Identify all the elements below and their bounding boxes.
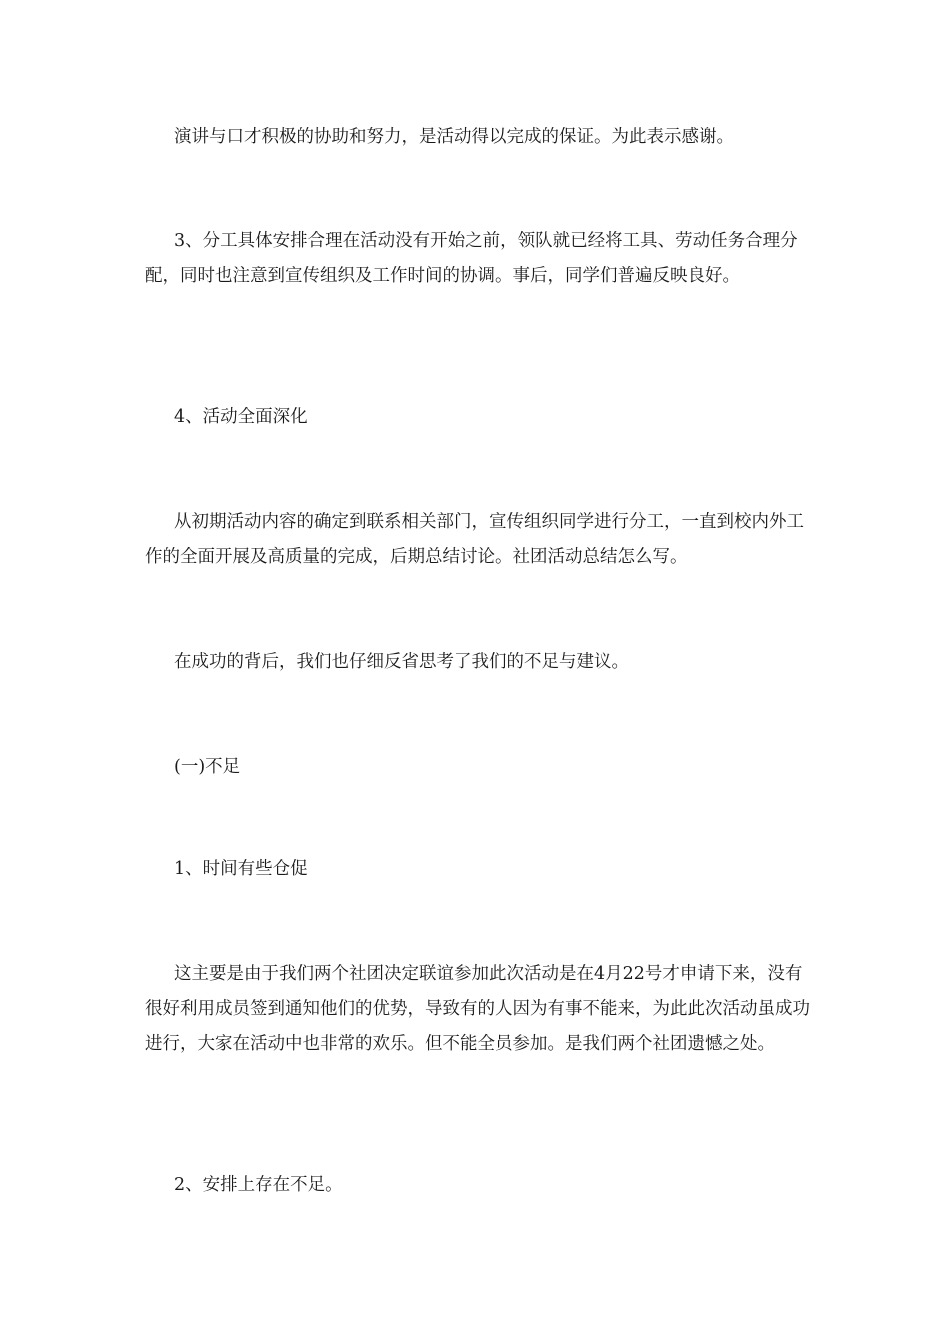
heading-arrangement-issues: 2、安排上存在不足。 [174,1175,343,1195]
paragraph-division-of-labor: 3、分工具体安排合理在活动没有开始之前，领队就已经将工具、劳动任务合理分配，同时也注意到宣传组织及工作时间的协调。事后，同学们普遍反映良好。 [145,231,798,286]
paragraph-activity-process: 从初期活动内容的确定到联系相关部门，宣传组织同学进行分工，一直到校内外工作的全面开展及高质量的完成，后期总结讨论。社团活动总结怎么写。 [145,512,804,567]
paragraph-time-explanation: 这主要是由于我们两个社团决定联谊参加此次活动是在4月22号才申请下来，没有很好利用成员签到通知他们的优势，导致有的人因为有事不能来，为此此次活动虽成功进行，大家在活动中也非常的欢乐。但不能全员参加。是我们两个社团遗憾之处。 [145,964,810,1054]
heading-activity-deepening: 4、活动全面深化 [174,407,308,427]
paragraph-thanks: 演讲与口才积极的协助和努力，是活动得以完成的保证。为此表示感谢。 [174,127,734,147]
heading-time-rushed: 1、时间有些仓促 [174,859,308,879]
paragraph-reflection: 在成功的背后，我们也仔细反省思考了我们的不足与建议。 [174,652,629,672]
heading-shortcomings: (一)不足 [174,757,241,777]
